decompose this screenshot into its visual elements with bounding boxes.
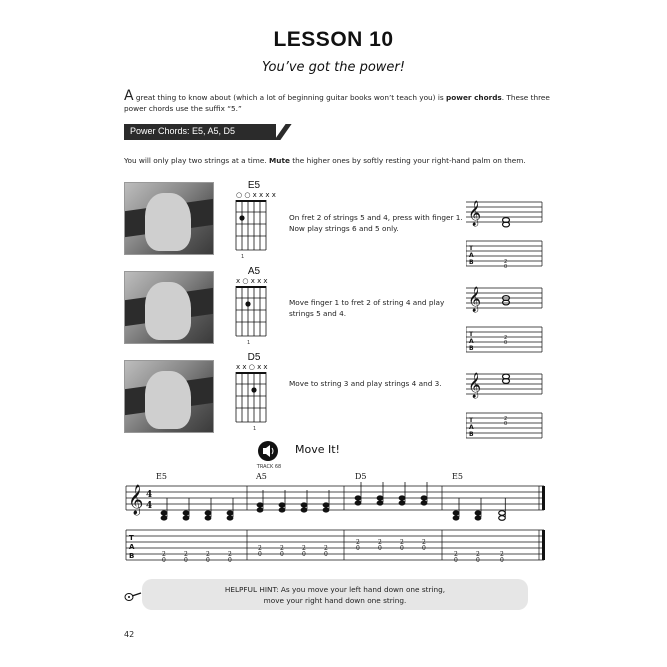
tab-num: 2 (476, 551, 480, 558)
tab-num: 0 (400, 545, 404, 552)
tab-num: 0 (162, 557, 166, 564)
tab-num: 2 (228, 551, 232, 558)
tab-num: 0 (206, 557, 210, 564)
chord-diagram-d5 (228, 362, 280, 434)
section-header (124, 124, 288, 140)
tab-clef-b: B (469, 431, 474, 438)
tab-num: 2 (258, 545, 262, 552)
hint-line-1: HELPFUL HINT: As you move your left hand down one string, (224, 585, 446, 594)
measure-chord-label: D5 (355, 472, 367, 481)
tab-clef-t: T (129, 534, 134, 542)
hint-line-2: move your right hand down one string. (263, 596, 407, 605)
tab-num: 2 (280, 545, 284, 552)
tab-num: 2 (504, 335, 508, 341)
tab-num: 2 (422, 539, 426, 546)
fret-label-e5: 1 (241, 254, 245, 260)
track-label: TRACK 68 (256, 464, 282, 470)
lesson-subtitle: You’ve got the power! (262, 60, 405, 75)
chord-name-e5: E5 (247, 180, 261, 191)
tab-num: 2 (454, 551, 458, 558)
move-it-title: Move It! (295, 443, 340, 456)
helpful-hint-text (142, 584, 528, 606)
tab-num: 2 (500, 551, 504, 558)
measure-chord-label: E5 (156, 472, 167, 481)
page-number: 42 (124, 630, 135, 639)
tab-num: 0 (324, 551, 328, 558)
finger-dot (239, 215, 244, 220)
tab-num: 0 (504, 264, 508, 270)
hand-photo-a5 (124, 271, 214, 344)
measure-chord-label: E5 (452, 472, 463, 481)
chord-markers-e5: ○ ○ x x x x (236, 191, 276, 199)
chord-name-a5: A5 (247, 266, 261, 277)
notation-a5 (466, 286, 542, 352)
tab-clef-a: A (469, 252, 474, 259)
intro-text-before: great thing to know about (which a lot of beginning guitar books won’t teach you) is (133, 93, 446, 102)
tab-num: 0 (422, 545, 426, 552)
svg-text:𝄞: 𝄞 (468, 287, 482, 312)
tab-num: 0 (228, 557, 232, 564)
tab-num: 0 (454, 557, 458, 564)
chord-notation-column (466, 190, 546, 440)
finger-dot (245, 301, 250, 306)
tab-num: 2 (378, 539, 382, 546)
time-sig-bottom: 4 (146, 501, 153, 511)
tab-clef-t: T (469, 417, 474, 424)
notation-e5 (466, 200, 542, 270)
chord-desc-d5: Move to string 3 and play strings 4 and 3. (289, 379, 442, 388)
tab-num: 2 (206, 551, 210, 558)
chord-desc-e5: On fret 2 of strings 5 and 4, press with finger 1. Now play strings 6 and 5 only. (289, 213, 463, 233)
tab-clef-b: B (469, 345, 474, 352)
tab-num: 0 (302, 551, 306, 558)
mute-text-before: You will only play two strings at a time. (124, 156, 270, 165)
intro-dropcap: A (124, 88, 134, 104)
tab-num: 2 (356, 539, 360, 546)
tab-num: 2 (162, 551, 166, 558)
tab-num: 0 (184, 557, 188, 564)
tab-num: 2 (302, 545, 306, 552)
chord-markers-a5: x ○ x x x (236, 277, 268, 285)
fret-label-a5: 1 (247, 340, 251, 346)
tab-clef-a: A (469, 424, 474, 431)
hand-photo-e5 (124, 182, 214, 255)
tab-num: 0 (356, 545, 360, 552)
svg-text:𝄞: 𝄞 (128, 485, 144, 515)
tab-num: 0 (504, 421, 508, 427)
intro-text-after: . These three power chords use the suffix “5.” (124, 93, 550, 113)
intro-bold-term: power chords (446, 93, 502, 102)
exercise-notation (122, 470, 552, 570)
tab-num: 2 (400, 539, 404, 546)
intro-paragraph (124, 88, 554, 114)
tab-num: 2 (324, 545, 328, 552)
fret-label-d5: 1 (253, 426, 257, 432)
notation-d5 (466, 372, 542, 438)
measure-chord-label: A5 (256, 472, 267, 481)
tab-num: 2 (184, 551, 188, 558)
mute-bold-term: Mute (269, 156, 290, 165)
section-label: Power Chords: E5, A5, D5 (130, 126, 236, 136)
audio-track-icon[interactable] (257, 440, 281, 462)
tab-clef-a: A (469, 338, 474, 345)
tab-clef-t: T (469, 245, 474, 252)
tab-clef-t: T (469, 331, 474, 338)
chord-diagram-e5 (228, 190, 280, 262)
svg-text:𝄞: 𝄞 (468, 373, 482, 398)
tab-clef-b: B (469, 259, 474, 266)
tab-num: 0 (504, 340, 508, 346)
chord-desc-a5: Move finger 1 to fret 2 of string 4 and play strings 5 and 4. (289, 298, 445, 318)
guitar-icon (124, 590, 142, 602)
tab-num: 0 (500, 557, 504, 564)
tab-clef-b: B (129, 552, 135, 560)
chord-name-d5: D5 (247, 352, 261, 363)
mute-instruction (124, 155, 544, 166)
finger-dot (251, 387, 256, 392)
mute-text-after: the higher ones by softly resting your right-hand palm on them. (289, 156, 526, 165)
chord-markers-d5: x x ○ x x (236, 363, 268, 371)
time-sig-top: 4 (146, 490, 153, 500)
svg-text:𝄞: 𝄞 (468, 201, 482, 226)
chord-diagram-a5 (228, 276, 280, 348)
tab-num: 0 (378, 545, 382, 552)
tab-num: 0 (476, 557, 480, 564)
tab-num: 0 (258, 551, 262, 558)
tab-num: 2 (504, 416, 508, 422)
tab-num: 0 (280, 551, 284, 558)
lesson-title: LESSON 10 (273, 28, 394, 51)
hand-photo-d5 (124, 360, 214, 433)
tab-num: 2 (504, 259, 508, 265)
tab-clef-a: A (129, 543, 135, 551)
